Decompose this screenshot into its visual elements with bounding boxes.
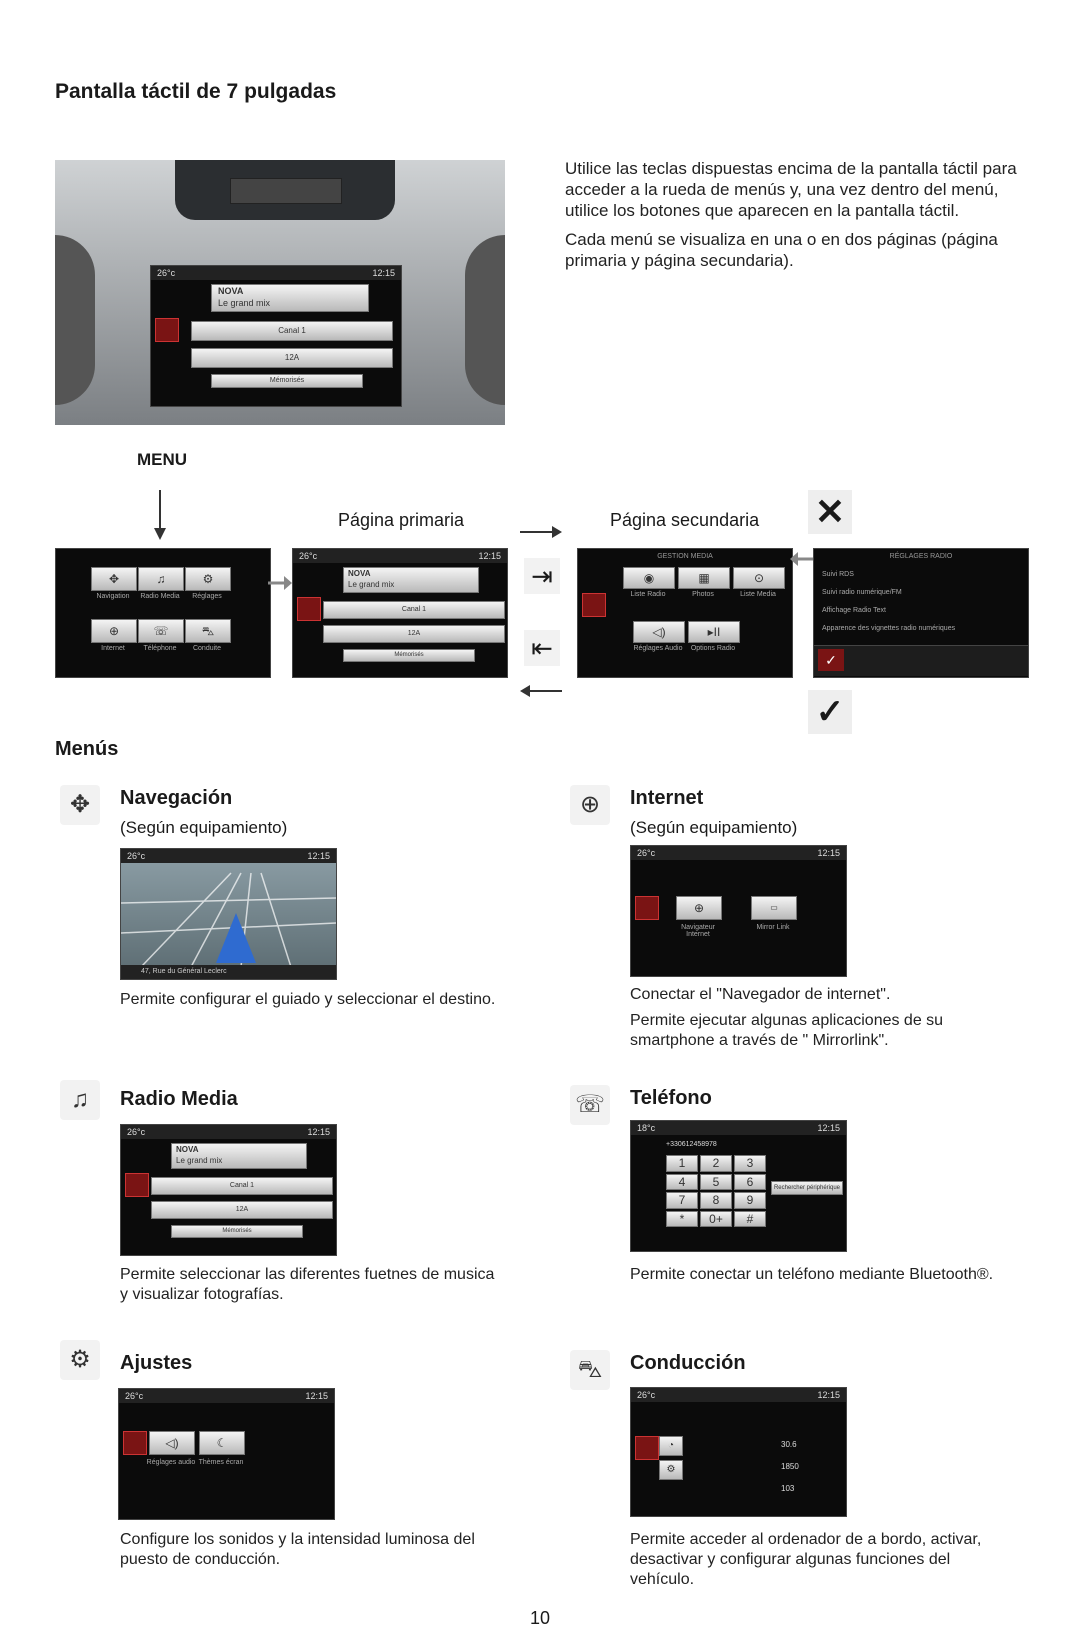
- page-number: 10: [530, 1608, 551, 1628]
- radio-media-icon: ♫: [60, 1080, 100, 1120]
- navigation-screen: 26°c 12:15 47, Rue du Général Leclerc: [120, 848, 337, 980]
- secondary-page-screen: GESTION MEDIA ◉ ▦ ⊙ Liste Radio Photos Liste Media ◁) ▸II Réglages Audio Options Radio: [577, 548, 793, 678]
- section-title-telephone: Teléfono: [630, 1087, 712, 1109]
- menu-internet[interactable]: ⊕: [91, 619, 137, 643]
- primary-page-screen: 26°c 12:15 NOVA Le grand mix Canal 1 12A Mémorisés: [292, 548, 508, 678]
- menu-telephone[interactable]: ☏: [138, 619, 184, 643]
- intro-text: Utilice las teclas dispuestas encima de la pantalla táctil para acceder a la rueda de menús y, una vez dentro del menú, utilice los botones que aparecen en la pantalla táctil. Cada menú se visualiza en una o en dos páginas (página primaria y página secundaria).: [565, 159, 1017, 270]
- section-title-radio-media: Radio Media: [120, 1088, 238, 1110]
- section-desc-telephone: Permite conectar un teléfono mediante Bluetooth®.: [630, 1266, 994, 1283]
- confirm-icon[interactable]: ✓: [808, 690, 852, 734]
- section-desc-internet: Conectar el "Navegador de internet". Permite ejecutar algunas aplicaciones de su smartphone a través de " Mirrorlink".: [630, 986, 944, 1049]
- arrow-right-icon: [520, 525, 562, 539]
- menu-radio-media[interactable]: ♫: [138, 567, 184, 591]
- next-page-button[interactable]: ⇥: [524, 558, 560, 594]
- arrow-right-icon: [268, 576, 292, 590]
- section-title-settings: Ajustes: [120, 1352, 193, 1374]
- internet-screen: 26°c 12:15 ⊕ ▭ Navigateur Internet Mirror Link: [630, 845, 847, 977]
- menu-wheel-screen: ✥ ♫ ⚙ Navigation Radio Media Réglages ⊕ ☏ ⛍ Internet Téléphone Conduite: [55, 548, 271, 678]
- internet-icon: ⊕: [570, 785, 610, 825]
- section-subtitle-internet: (Según equipamiento): [630, 818, 798, 837]
- arrow-left-icon: [520, 684, 562, 698]
- section-title-internet: Internet: [630, 787, 704, 809]
- telephone-icon: ☏: [570, 1085, 610, 1125]
- section-desc-settings: Configure los sonidos y la intensidad luminosa del puesto de conducción.: [120, 1531, 475, 1568]
- telephone-screen: 18°c 12:15 +330612458978 1 2 3 4 5 6 7 8 9 * 0+ # Rechercher périphérique: [630, 1120, 847, 1252]
- section-desc-radio-media: Permite seleccionar las diferentes fuetnes de musica y visualizar fotografías.: [120, 1266, 495, 1303]
- menu-driving[interactable]: ⛍: [185, 619, 231, 643]
- secondary-page-label: Página secundaria: [610, 510, 760, 530]
- arrow-left-icon: [790, 552, 814, 566]
- page-title: Pantalla táctil de 7 pulgadas: [55, 80, 337, 103]
- menu-navigation[interactable]: ✥: [91, 567, 137, 591]
- menu-key-label: MENU: [137, 450, 188, 469]
- section-desc-navigation: Permite configurar el guiado y seleccionar el destino.: [120, 991, 496, 1008]
- hero-screen: 26°c 12:15 NOVA Le grand mix Canal 1 12A Mémorisés: [150, 265, 402, 407]
- navigation-icon: ✥: [60, 785, 100, 825]
- driving-screen: 26°c 12:15 ◔ ⚙ 30.6 1850 103: [630, 1387, 847, 1517]
- radio-settings-screen: RÉGLAGES RADIO Suivi RDS Suivi radio numérique/FM Affichage Radio Text Apparence des vignettes radio numériques ✓: [813, 548, 1029, 678]
- menu-down-arrow-icon: [154, 490, 166, 540]
- section-title-driving: Conducción: [630, 1352, 746, 1374]
- previous-page-button[interactable]: ⇤: [524, 630, 560, 666]
- dashboard-photo: [55, 160, 505, 425]
- menus-heading: Menús: [55, 738, 119, 760]
- driving-icon: ⛍: [570, 1350, 610, 1390]
- close-icon[interactable]: ✕: [808, 490, 852, 534]
- section-desc-driving: Permite acceder al ordenador de a bordo, activar, desactivar y configurar algunas funciones del vehículo.: [630, 1531, 982, 1588]
- section-subtitle-navigation: (Según equipamiento): [120, 818, 288, 837]
- radio-media-screen: 26°c 12:15 NOVA Le grand mix Canal 1 12A Mémorisés: [120, 1124, 337, 1256]
- section-title-navigation: Navegación: [120, 787, 233, 809]
- menu-settings[interactable]: ⚙: [185, 567, 231, 591]
- settings-screen: 26°c 12:15 ◁) ☾ Réglages audio Thèmes écran: [118, 1388, 335, 1520]
- primary-page-label: Página primaria: [338, 510, 465, 530]
- settings-icon: ⚙: [60, 1340, 100, 1380]
